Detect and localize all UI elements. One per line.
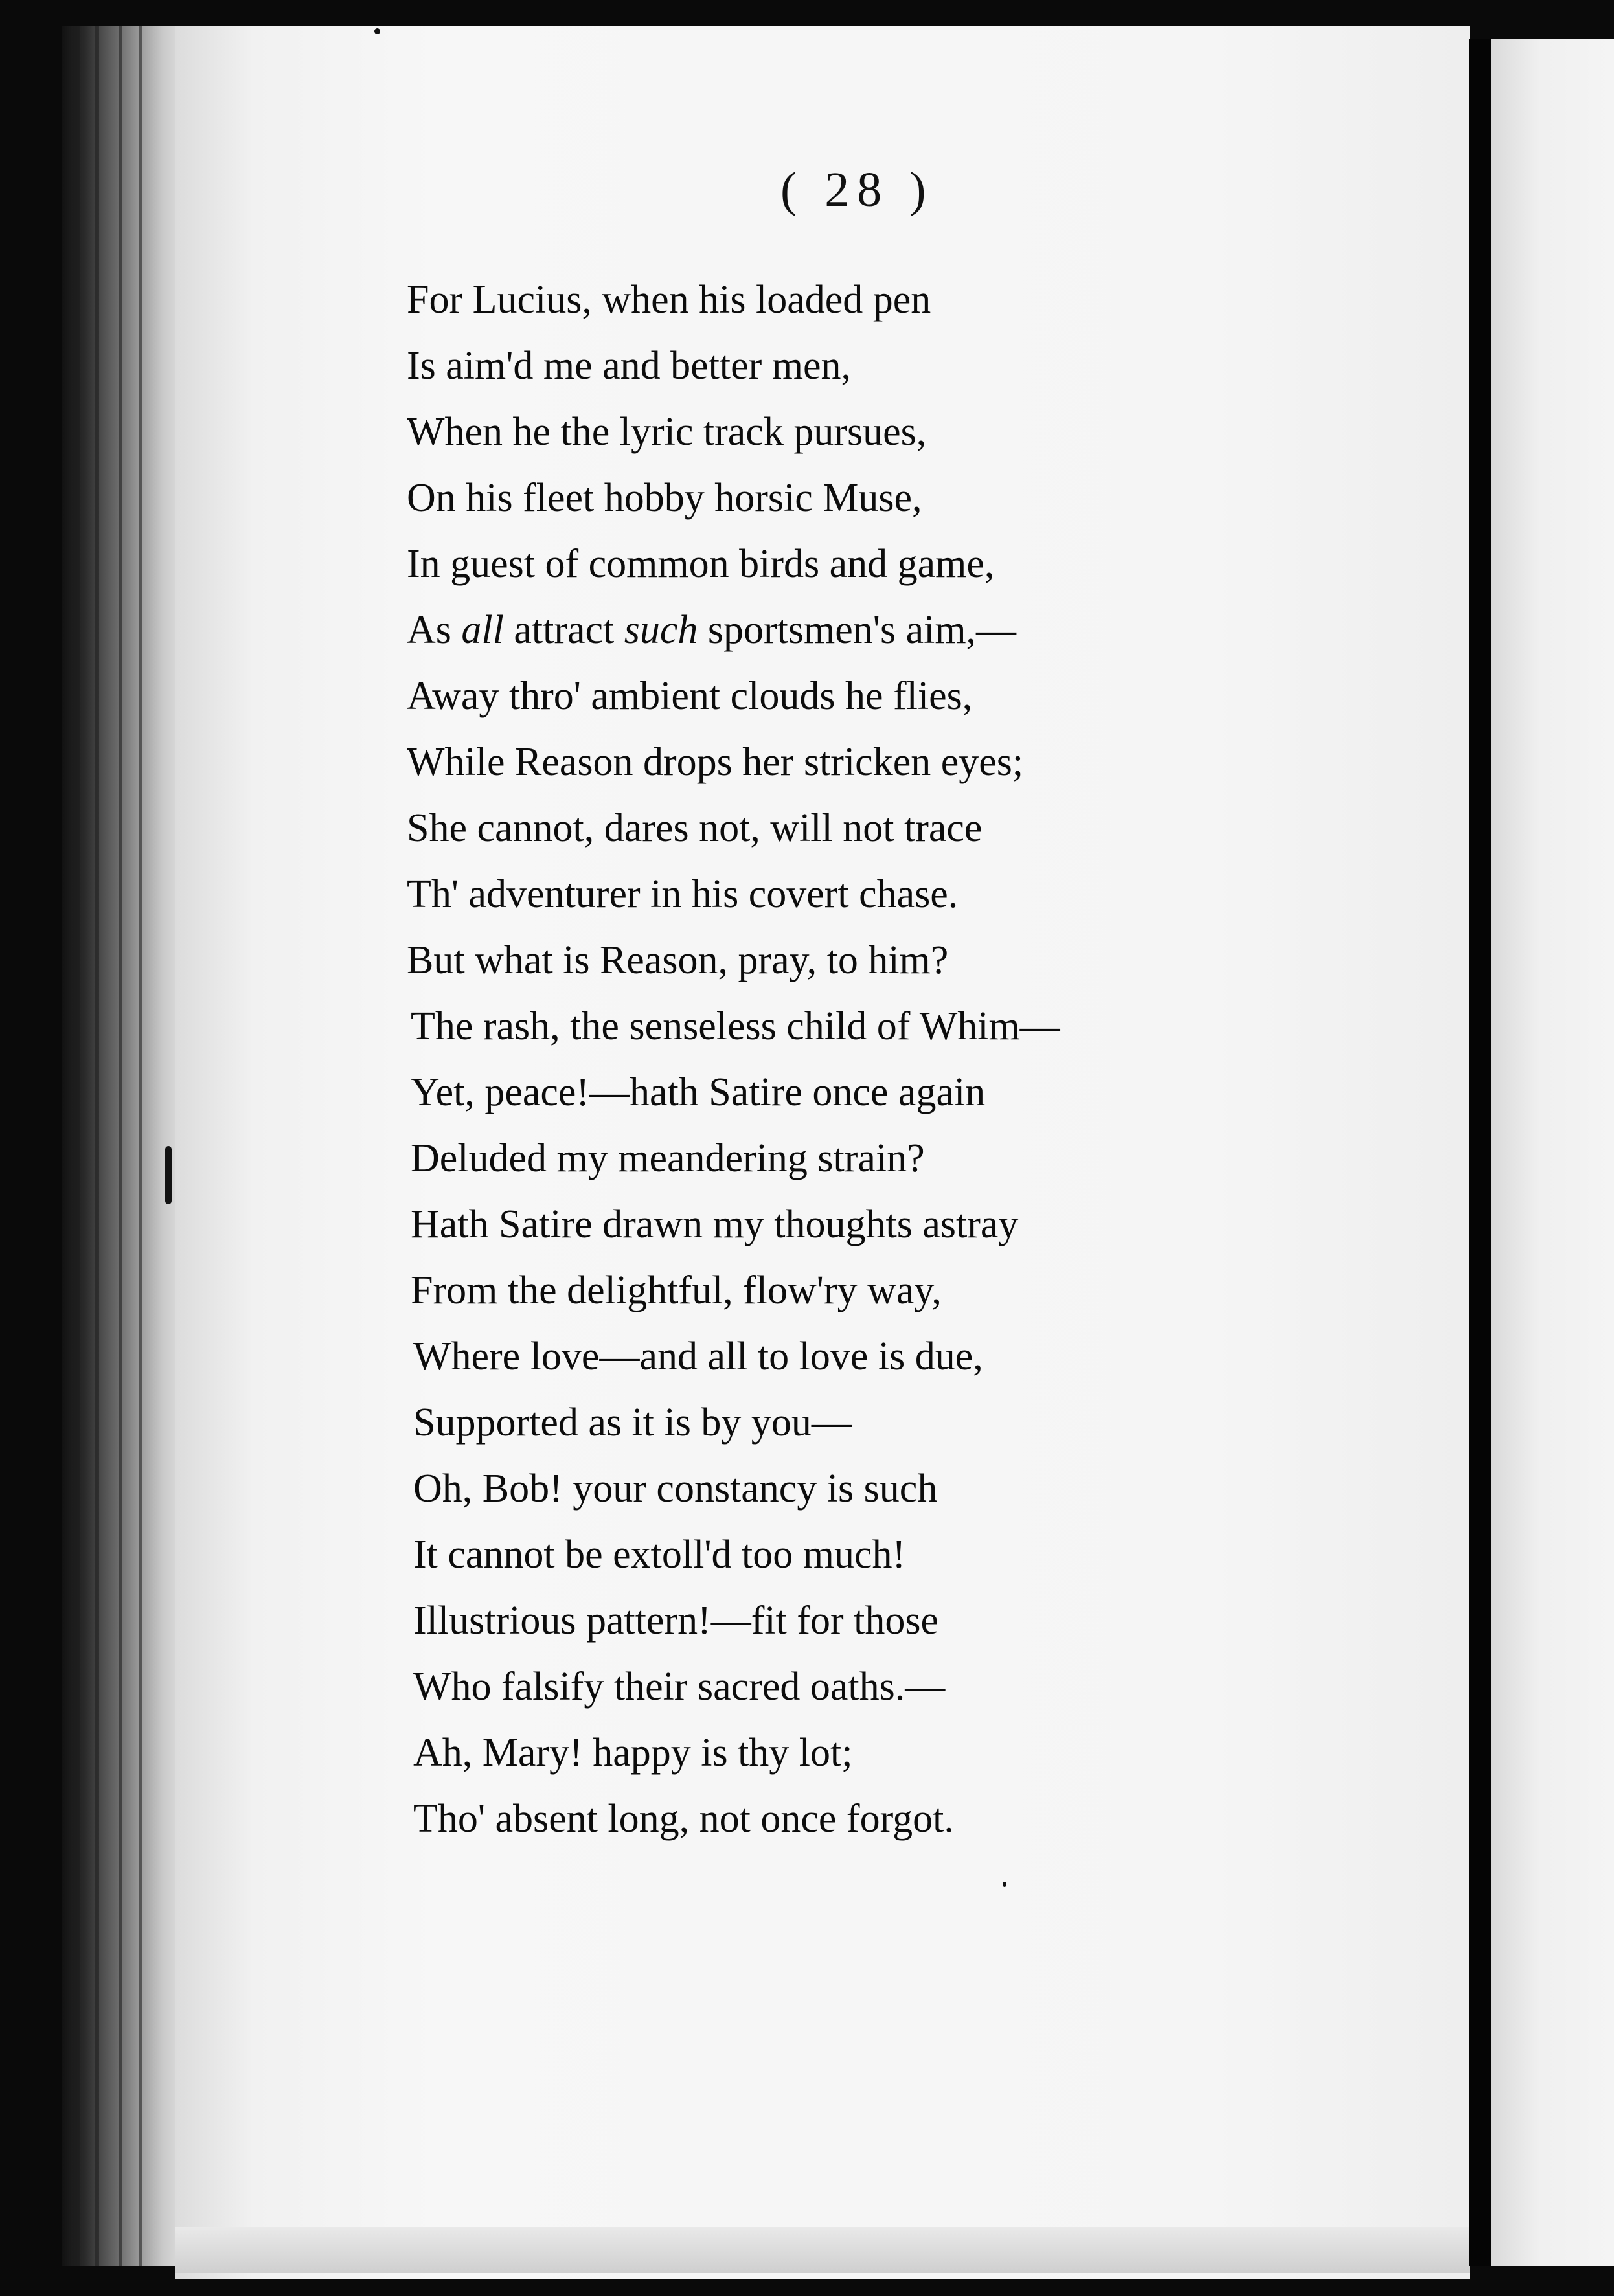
poem-line-text: While Reason drops her stricken eyes; (407, 740, 1024, 784)
gutter-edge-line (73, 26, 80, 2266)
poem-line (407, 927, 1313, 993)
poem-line (407, 1323, 1313, 1390)
poem-line (407, 1720, 1313, 1786)
poem-line (407, 597, 1313, 663)
poem-line-text: Oh, Bob! your constancy is such (413, 1467, 938, 1511)
ink-speck (1003, 1882, 1006, 1887)
poem-line (407, 1456, 1313, 1522)
poem-line-text: She cannot, dares not, will not trace (407, 806, 983, 850)
poem-line (407, 1059, 1313, 1125)
ink-speck (374, 28, 380, 34)
poem-line (407, 1125, 1313, 1191)
poem-line-text: Supported as it is by you— (413, 1401, 852, 1445)
poem-line-text: such (624, 608, 698, 652)
poem-line-text: As (407, 608, 462, 652)
poem-line-text: Where love—and all to love is due, (413, 1334, 983, 1379)
poem-line (407, 1390, 1313, 1456)
poem-line-text: But what is Reason, pray, to him? (407, 938, 949, 982)
poem-line (407, 795, 1313, 861)
poem-line (407, 1654, 1313, 1720)
poem-line-text: sportsmen's aim,— (698, 608, 1017, 652)
poem-line (407, 531, 1313, 597)
poem-line-text: Tho' absent long, not once forgot. (413, 1797, 954, 1841)
poem-line (407, 399, 1313, 465)
poem-line-text: In guest of common birds and game, (407, 542, 995, 586)
poem-line (407, 333, 1313, 399)
poem-line (407, 1522, 1313, 1588)
poem-line (407, 1588, 1313, 1654)
poem-line-text: Is aim'd me and better men, (407, 344, 852, 388)
poem-line (407, 861, 1313, 927)
poem-line-text: From the delightful, flow'ry way, (411, 1268, 942, 1312)
poem-line-text: The rash, the senseless child of Whim— (411, 1004, 1060, 1048)
poem-line (407, 267, 1313, 333)
page-fold-shadow (1469, 39, 1491, 2266)
binding-mark (165, 1146, 172, 1204)
poem-line-text: Away thro' ambient clouds he flies, (407, 674, 973, 718)
poem-line (407, 1786, 1313, 1852)
gutter-edge-line (119, 26, 122, 2266)
poem-line (407, 1191, 1313, 1257)
poem-line-text: all (461, 608, 504, 652)
poem-line (407, 993, 1313, 1059)
page-number: ( 28 ) (780, 163, 934, 217)
poem-line-text: Illustrious pattern!—fit for those (413, 1599, 938, 1643)
gutter-edge-line (95, 26, 99, 2266)
facing-page-edge (1491, 39, 1614, 2266)
poem-line (407, 663, 1313, 729)
poem-line-text: Hath Satire drawn my thoughts astray (411, 1202, 1019, 1246)
page-bottom-edge (175, 2227, 1470, 2273)
poem-line-text: Yet, peace!—hath Satire once again (411, 1070, 986, 1114)
poem-line (407, 465, 1313, 531)
poem-line-text: Who falsify their sacred oaths.— (413, 1665, 946, 1709)
poem-text (407, 267, 1313, 1852)
poem-line-text: It cannot be extoll'd too much! (413, 1533, 906, 1577)
poem-line (407, 1257, 1313, 1323)
gutter-edge-line (139, 26, 142, 2266)
book-binding-gutter (62, 26, 191, 2266)
poem-line-text: Th' adventurer in his covert chase. (407, 872, 959, 916)
poem-line-text: attract (503, 608, 624, 652)
poem-line-text: On his fleet hobby horsic Muse, (407, 476, 922, 520)
poem-line (407, 729, 1313, 795)
poem-line-text: Deluded my meandering strain? (411, 1136, 925, 1180)
poem-line-text: When he the lyric track pursues, (407, 410, 927, 454)
poem-line-text: Ah, Mary! happy is thy lot; (413, 1731, 853, 1775)
poem-line-text: For Lucius, when his loaded pen (407, 278, 931, 322)
